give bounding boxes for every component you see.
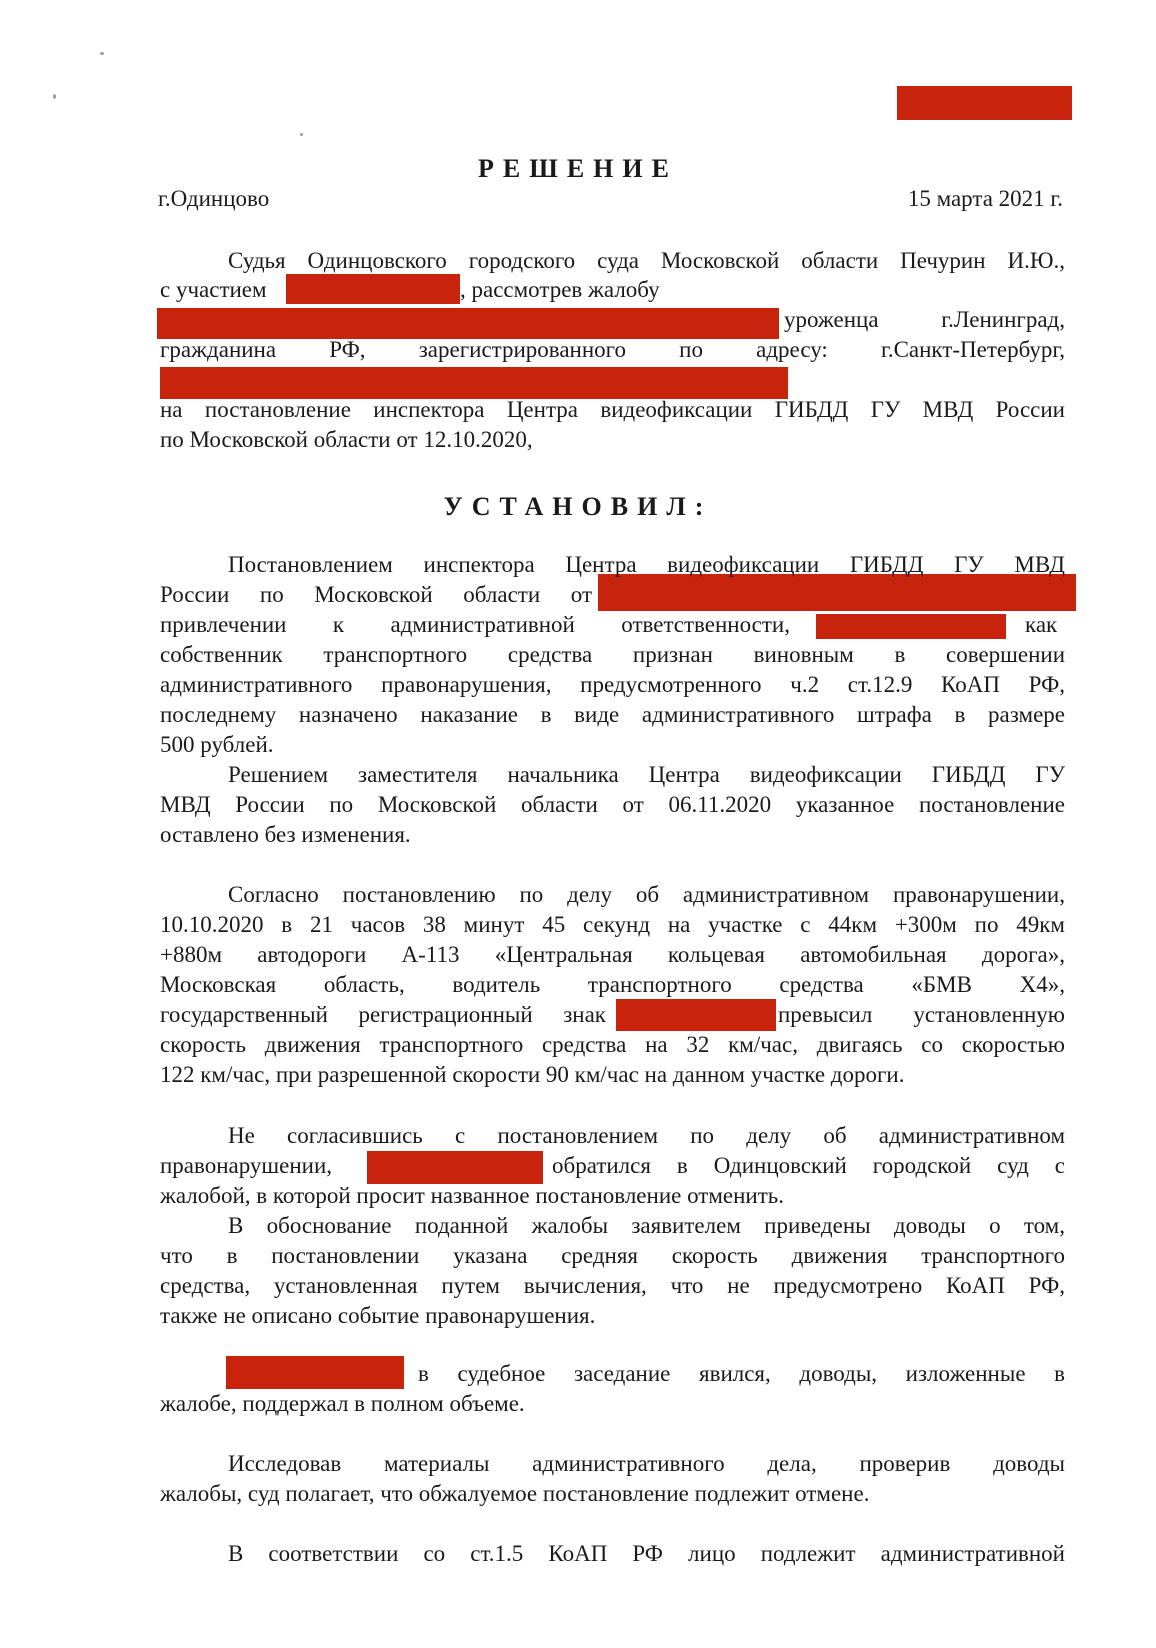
text-line: Исследовав материалы административного дела, проверив доводы	[228, 1451, 1065, 1476]
text-line: последнему назначено наказание в виде административного штрафа в размере	[160, 702, 1065, 727]
text-line: жалобе, поддержал в полном объеме.	[160, 1391, 525, 1416]
text-line: жалобой, в которой просит названное постановление отменить.	[160, 1183, 785, 1208]
text-line: 122 км/час, при разрешенной скорости 90 км/час на данном участке дороги.	[160, 1062, 905, 1087]
text-line: скорость движения транспортного средства на 32 км/час, двигаясь со скоростью	[160, 1032, 1065, 1057]
text-line: В соответствии со ст.1.5 КоАП РФ лицо подлежит административной	[228, 1541, 1065, 1566]
text-line: также не описано событие правонарушения.	[160, 1303, 596, 1328]
text-line: Не согласившись с постановлением по делу об административном	[228, 1123, 1065, 1148]
text-line: В обоснование поданной жалобы заявителем приведены доводы о том,	[228, 1213, 1065, 1238]
text-line: привлечении к административной ответственности,	[160, 612, 790, 637]
text-line: обратился в Одинцовский городской суд с	[552, 1153, 1065, 1178]
scan-speck	[100, 52, 104, 55]
text-line: как	[1025, 612, 1058, 637]
document-date: 15 марта 2021 г.	[907, 186, 1063, 211]
text-line: Московская область, водитель транспортного средства «БМВ Х4»,	[160, 972, 1065, 997]
text-line: государственный регистрационный знак	[160, 1002, 606, 1027]
document-title: РЕШЕНИЕ	[478, 154, 678, 183]
redaction-block-name	[367, 1151, 543, 1184]
scan-speck	[300, 133, 303, 136]
text-line: гражданина РФ, зарегистрированного по адресу: г.Санкт-Петербург,	[160, 337, 1065, 362]
text-line: что в постановлении указана средняя скорость движения транспортного	[160, 1243, 1065, 1268]
text-line: Согласно постановлению по делу об административном правонарушении,	[228, 882, 1065, 907]
redaction-block-name	[226, 1356, 404, 1389]
section-title: УСТАНОВИЛ:	[443, 492, 713, 521]
redaction-block-case-number	[897, 86, 1072, 120]
text-line: по Московской области от 12.10.2020,	[160, 427, 533, 452]
text-line: 10.10.2020 в 21 часов 38 минут 45 секунд на участке с 44км +300м по 49км	[160, 912, 1065, 937]
text-line: Решением заместителя начальника Центра видеофиксации ГИБДД ГУ	[228, 762, 1065, 787]
redaction-block-name	[816, 614, 1006, 639]
text-line: 500 рублей.	[160, 732, 274, 757]
text-line: МВД России по Московской области от 06.11.2020 указанное постановление	[160, 792, 1065, 817]
document-city: г.Одинцово	[158, 186, 270, 211]
text-line: +880м автодороги А-113 «Центральная кольцевая автомобильная дорога»,	[160, 942, 1065, 967]
text-line: Судья Одинцовского городского суда Московской области Печурин И.Ю.,	[228, 248, 1065, 273]
text-line: оставлено без изменения.	[160, 822, 411, 847]
text-line: России по Московской области от	[160, 582, 592, 607]
text-line: уроженца г.Ленинград,	[784, 307, 1065, 332]
text-line: превысил установленную	[778, 1002, 1065, 1027]
text-line: в судебное заседание явился, доводы, изложенные в	[418, 1361, 1065, 1386]
redaction-block-participant	[286, 274, 460, 304]
text-line: жалобы, суд полагает, что обжалуемое постановление подлежит отмене.	[160, 1481, 870, 1506]
text-line: правонарушении,	[160, 1153, 333, 1178]
scan-speck	[53, 94, 56, 99]
text-line: Постановлением инспектора Центра видеофиксации ГИБДД ГУ МВД	[228, 552, 1065, 577]
text-line: , рассмотрев жалобу	[460, 277, 660, 302]
text-line: собственник транспортного средства признан виновным в совершении	[160, 642, 1065, 667]
text-line: на постановление инспектора Центра видеофиксации ГИБДД ГУ МВД России	[160, 397, 1065, 422]
redaction-block-plate	[616, 999, 776, 1031]
text-line: административного правонарушения, предусмотренного ч.2 ст.12.9 КоАП РФ,	[160, 672, 1065, 697]
text-line: средства, установленная путем вычисления, что не предусмотрено КоАП РФ,	[160, 1273, 1065, 1298]
text-line: с участием	[160, 277, 267, 302]
